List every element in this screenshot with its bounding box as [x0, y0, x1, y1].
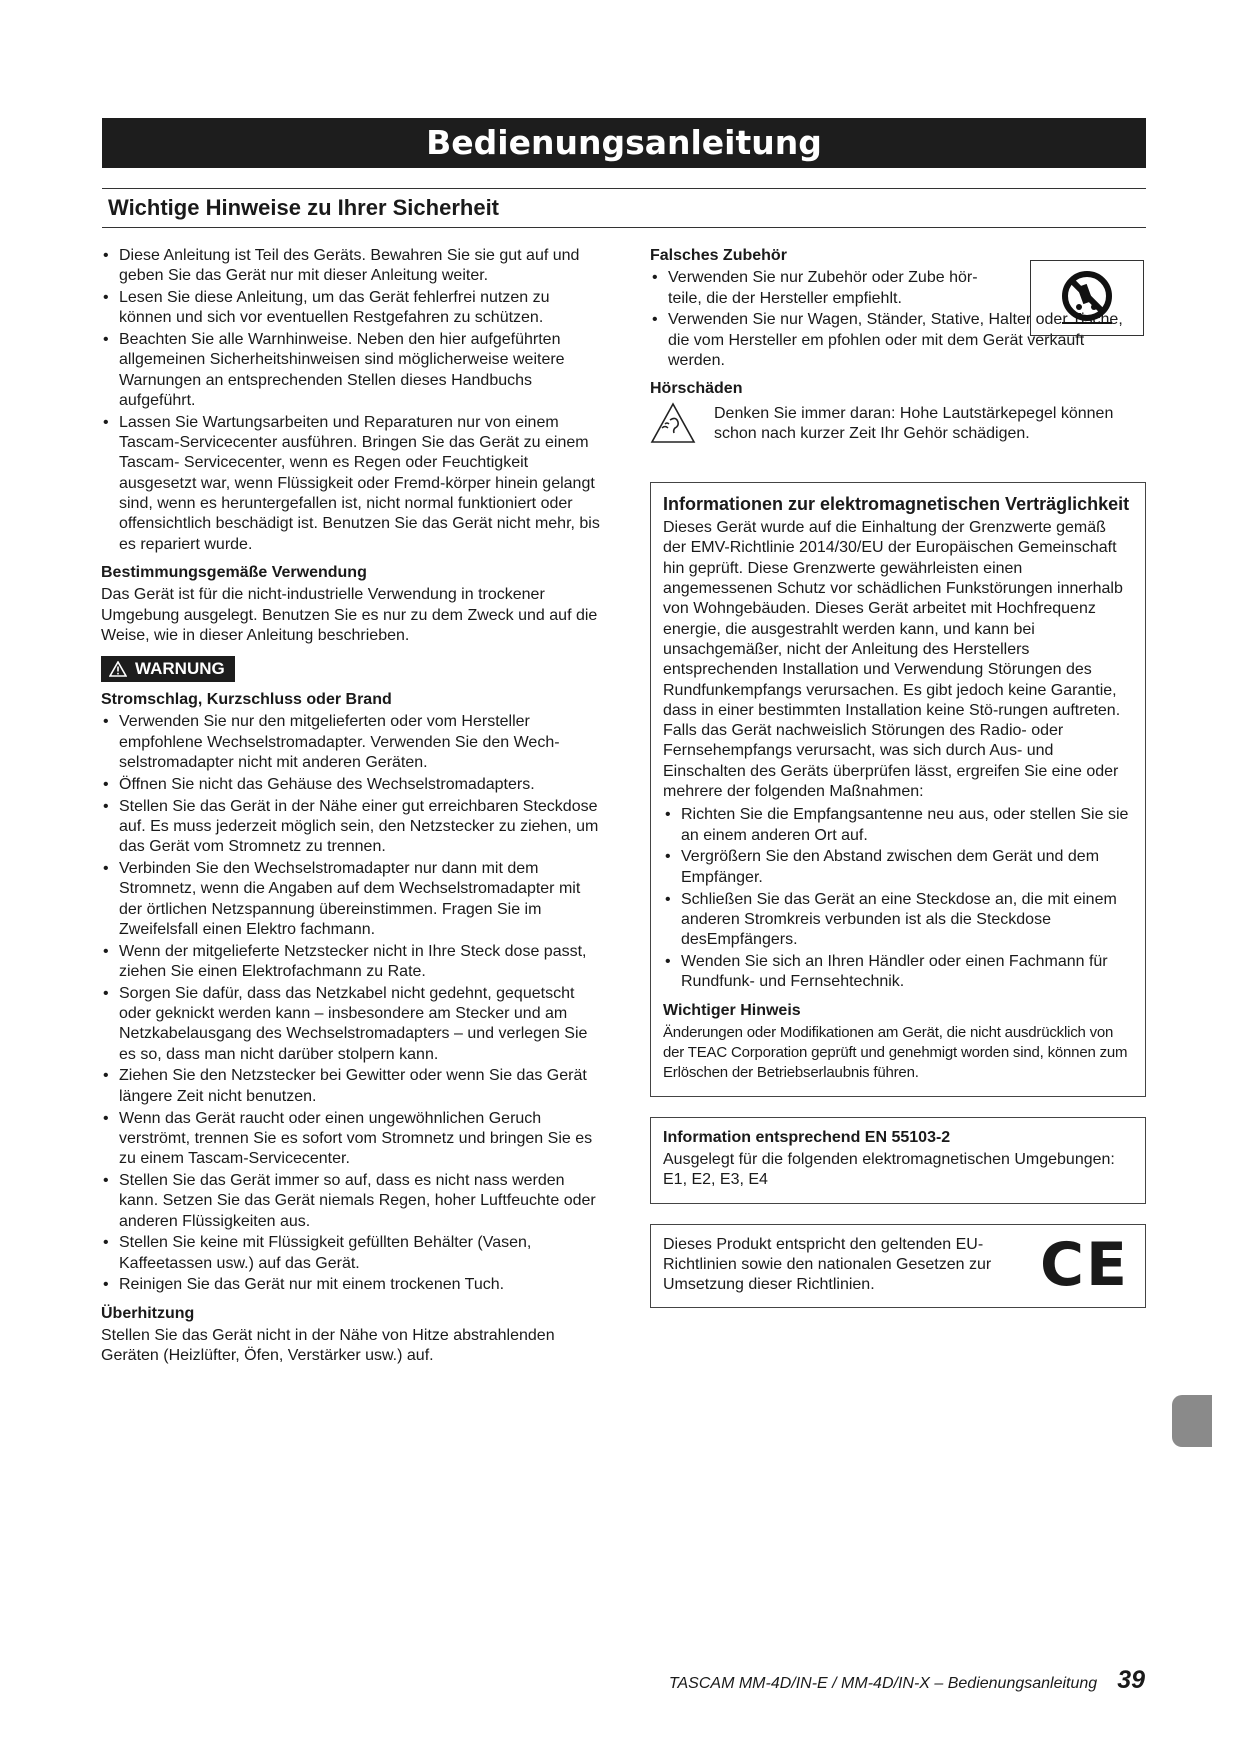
- hearing-text: Denken Sie immer daran: Hohe Lautstärkepegel können schon nach kurzer Zeit Ihr Gehör schädigen.: [714, 404, 1114, 442]
- list-item: • Stellen Sie das Gerät immer so auf, dass es nicht nass werden kann. Setzen Sie das Gerät niemals Regen, hoher Luftfeuchte oder anderen Flüssigkeiten aus.: [101, 1171, 601, 1232]
- list-item: • Lesen Sie diese Anleitung, um das Gerät fehlerfrei nutzen zu können und sich vor eventuellen Restgefahren zu schützen.: [101, 288, 601, 329]
- list-item: • Stellen Sie keine mit Flüssigkeit gefüllten Behälter (Vasen, Kaffeetassen usw.) auf das Gerät.: [101, 1233, 601, 1274]
- accessories-heading: Falsches Zubehör: [650, 247, 787, 264]
- list-item: • Sorgen Sie dafür, dass das Netzkabel nicht gedehnt, gequetscht oder geknickt werden kann – insbesondere am Stecker und am Netzkabelausgang des Wechselstromadapters – und verlegen Sie es so, dass man nicht darüber stolpern kann.: [101, 984, 601, 1065]
- emc-title: Informationen zur elektromagnetischen Verträglichkeit: [663, 494, 1130, 515]
- cart-tipover-warning-icon: [1052, 267, 1122, 329]
- hearing-heading: Hörschäden: [650, 380, 743, 398]
- list-item: • Stellen Sie das Gerät in der Nähe einer gut erreichbaren Steckdose auf. Es muss jederzeit möglich sein, den Netzstecker zu ziehen, um das Gerät vom Stromnetz zu trennen.: [101, 797, 601, 858]
- page-footer: [669, 1666, 1145, 1695]
- list-item: • Verwenden Sie nur Wagen, Ständer, Stative, Halter oder Tische, die vom Hersteller em pfohlen oder mit dem Gerät verkauft werden.: [650, 310, 1136, 371]
- list-item: • Schließen Sie das Gerät an eine Steckdose an, die mit einem anderen Stromkreis verbunden ist als die Steckdose desEmpfängers.: [663, 890, 1133, 951]
- hearing-warning-icon: [650, 402, 696, 444]
- list-item: • Lassen Sie Wartungsarbeiten und Reparaturen nur von einem Tascam-Servicecenter ausführen. Bringen Sie das Gerät zu einem Tascam- Servicecenter, wenn es Regen oder Feuchtigkeit ausgesetzt war, wenn Flüssigkeit oder Fremd-körper hinein gelangt sind, wenn es heruntergefallen ist, nicht normal funktioniert oder offensichtlich beschädigt ist. Benutzen Sie das Gerät nicht mehr, bis es repariert wurde.: [101, 413, 601, 555]
- intended-use-text: Das Gerät ist für die nicht-industrielle Verwendung in trockener Umgebung ausgelegt. Benutzen Sie es nur zu dem Zweck und auf die Weise, wie in dieser Anleitung beschrieben.: [101, 586, 598, 644]
- list-item: • Öffnen Sie nicht das Gehäuse des Wechselstromadapters.: [101, 775, 601, 795]
- warning-triangle-icon: [109, 661, 127, 677]
- warning-label: WARNUNG: [135, 659, 225, 678]
- list-item: • Beachten Sie alle Warnhinweise. Neben den hier aufgeführten allgemeinen Sicherheitshinweisen sind möglicherweise weitere Warnungen an entsprechenden Stellen dieses Handbuchs aufgeführt.: [101, 330, 601, 411]
- accessories-section: [650, 246, 1146, 371]
- list-item: • Ziehen Sie den Netzstecker bei Gewitter oder wenn Sie das Gerät längere Zeit nicht benutzen.: [101, 1066, 601, 1107]
- notice-heading: Wichtiger Hinweis: [663, 1001, 801, 1019]
- page-title: Bedienungsanleitung: [102, 118, 1146, 168]
- list-item: • Reinigen Sie das Gerät nur mit einem trockenen Tuch.: [101, 1275, 601, 1295]
- emc-box: [650, 482, 1146, 1097]
- ce-box: [650, 1224, 1146, 1309]
- hearing-row: [650, 402, 1146, 445]
- page-number: 39: [1117, 1666, 1145, 1694]
- list-item: • Diese Anleitung ist Teil des Geräts. Bewahren Sie sie gut auf und geben Sie das Gerät nur mit dieser Anleitung weiter.: [101, 246, 601, 287]
- intended-use-heading: Bestimmungsgemäße Verwendung: [101, 563, 367, 581]
- en55103-title: Information entsprechend EN 55103-2: [663, 1128, 951, 1146]
- notice-text: Änderungen oder Modifikationen am Gerät, die nicht ausdrücklich von der TEAC Corporation geprüft und genehmigt worden sind, können zum Erlöschen der Betriebserlaubnis führen.: [663, 1023, 1128, 1082]
- shock-heading: Stromschlag, Kurzschluss oder Brand: [101, 691, 392, 709]
- overheat-text: Stellen Sie das Gerät nicht in der Nähe von Hitze abstrahlenden Geräten (Heizlüfter, Öfen, Verstärker usw.) auf.: [101, 1327, 555, 1365]
- ce-mark: CE: [1039, 1230, 1129, 1301]
- list-item: • Wenden Sie sich an Ihren Händler oder einen Fachmann für Rundfunk- und Fernsehtechnik.: [663, 952, 1133, 993]
- section-tab: [1172, 1395, 1212, 1447]
- list-item: • Richten Sie die Empfangsantenne neu aus, oder stellen Sie sie an einem anderen Ort auf.: [663, 805, 1133, 846]
- footer-product: TASCAM MM-4D/IN-E / MM-4D/IN-X – Bedienungsanleitung: [668, 1675, 1098, 1692]
- intro-list: [101, 246, 601, 555]
- ce-text: Dieses Produkt entspricht den geltenden EU-Richtlinien sowie den nationalen Gesetzen zur Umsetzung dieser Richtlinien.: [663, 1235, 992, 1294]
- shock-list: [101, 712, 601, 1295]
- section-title: Wichtige Hinweise zu Ihrer Sicherheit: [108, 195, 500, 220]
- list-item: • Vergrößern Sie den Abstand zwischen dem Gerät und dem Empfänger.: [663, 847, 1133, 888]
- left-column: [101, 246, 601, 1367]
- en55103-box: [650, 1117, 1146, 1204]
- list-item: • Verwenden Sie nur Zubehör oder Zube hör-teile, die der Hersteller empfiehlt.: [650, 268, 1136, 309]
- list-item: • Verwenden Sie nur den mitgelieferten oder vom Hersteller empfohlene Wechselstromadapter. Verwenden Sie den Wech-selstromadapter nicht mit anderen Geräten.: [101, 712, 601, 773]
- list-item: • Wenn der mitgelieferte Netzstecker nicht in Ihre Steck dose passt, ziehen Sie einen Elektrofachmann zu Rate.: [101, 942, 601, 983]
- overheat-heading: Überhitzung: [101, 1304, 195, 1322]
- warning-badge: [101, 656, 235, 682]
- list-item: • Verbinden Sie den Wechselstromadapter nur dann mit dem Stromnetz, wenn die Angaben auf dem Wechselstromadapter mit der örtlichen Netzspannung übereinstimmen. Fragen Sie im Zweifelsfall einen Elektro fachmann.: [101, 859, 601, 940]
- emc-list: [663, 805, 1133, 992]
- section-header: [102, 188, 1146, 228]
- list-item: • Wenn das Gerät raucht oder einen ungewöhnlichen Geruch verströmt, trennen Sie es sofort vom Stromnetz und bringen Sie es zu einem Tascam-Servicecenter.: [101, 1109, 601, 1170]
- right-column: [650, 246, 1146, 1308]
- cart-warning-frame: [1030, 260, 1144, 336]
- emc-text: Dieses Gerät wurde auf die Einhaltung der Grenzwerte gemäß der EMV-Richtlinie 2014/30/EU der Europäischen Gemeinschaft hin geprüft. Diese Grenzwerte gewährleisten einen angemessenen Schutz vor schädlichen Funkstörungen innerhalb von Wohngebäuden. Dieses Gerät arbeitet mit Hochfrequenz energie, die ausgestrahlt werden kann, und kann bei unsachgemäßer, nicht der Anleitung des Herstellers entsprechenden Installation und Verwendung Störungen des Rundfunkempfangs verursachen. Es gibt jedoch keine Garantie, dass in einer bestimmten Installation keine Stö-rungen auftreten. Falls das Gerät nachweislich Störungen des Radio- oder Fernsehempfangs verursacht, was sich durch Aus- und Einschalten des Geräts überprüfen lässt, ergreifen Sie eine oder mehrere der folgenden Maßnahmen:: [663, 519, 1123, 801]
- en55103-text: Ausgelegt für die folgenden elektromagnetischen Umgebungen: E1, E2, E3, E4: [663, 1150, 1115, 1189]
